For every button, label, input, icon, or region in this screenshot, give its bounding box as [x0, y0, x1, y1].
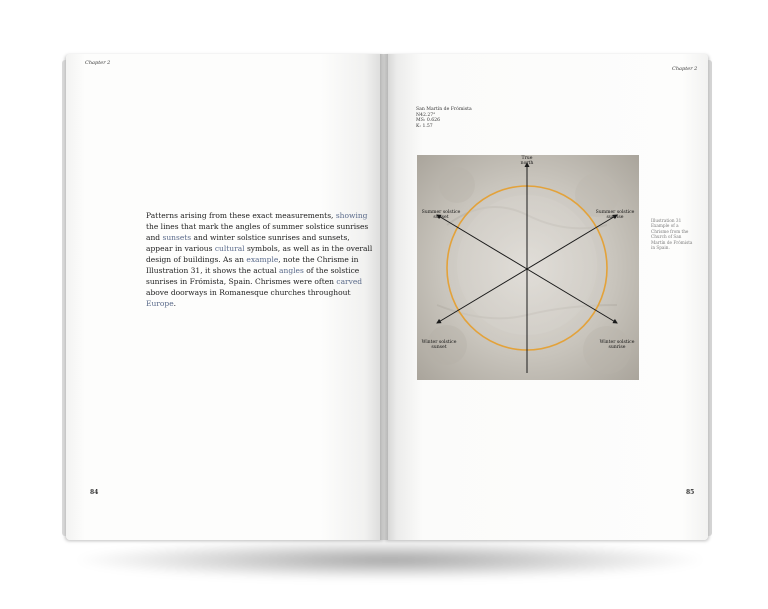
body-text-run: , note the Chrisme in Illustration 31, it shows the actual: [146, 255, 359, 275]
body-text-run: above doorways in Romanesque churches throughout: [146, 288, 351, 297]
place-name: San Martín de Frómista: [416, 107, 472, 112]
coordinates-block: [416, 107, 472, 129]
body-text-run: .: [173, 299, 177, 308]
highlighted-word: sunsets: [162, 233, 192, 242]
body-text-run: symbols, as well as in the overall design of buildings. As an: [146, 244, 373, 264]
summer-sunrise-label: Summer solstice sunrise: [595, 210, 635, 220]
winter-sunrise-label: Winter solstice sunrise: [599, 340, 635, 350]
book-spine: [380, 54, 388, 540]
ms-value: MS: 0.626: [416, 118, 441, 124]
book-shadow: [70, 540, 710, 580]
right-page-number: 85: [686, 489, 695, 496]
chrisme-figure-svg: [417, 155, 639, 380]
body-text-run: of the solstice sunrises in Frómista, Spain. Chrismes were often: [146, 266, 360, 286]
highlighted-word: Europe: [146, 299, 174, 308]
winter-sunset-label: Winter solstice sunset: [421, 340, 457, 350]
left-running-head: Chapter 2: [85, 60, 111, 66]
right-running-head: Chapter 2: [672, 66, 698, 72]
body-text-run: the lines that mark the angles of summer solstice sunrises and: [146, 222, 369, 242]
highlighted-word: carved: [336, 277, 363, 286]
highlighted-word: example: [246, 255, 279, 264]
north-label: True north: [520, 156, 534, 166]
body-text-run: and winter solstice sunrises and sunsets, appear in various: [146, 233, 350, 253]
body-text-run: Patterns arising from these exact measurements,: [146, 211, 336, 220]
chrisme-illustration: [417, 155, 639, 380]
left-page-number: 84: [90, 489, 99, 496]
k-value: K: 1.57: [416, 123, 433, 129]
summer-sunset-label: Summer solstice sunset: [421, 210, 461, 220]
latitude: N42.27°: [416, 112, 436, 118]
highlighted-word: showing: [335, 211, 368, 220]
body-paragraph: [146, 210, 376, 309]
illustration-caption: Illustration 31 Example of a Chrisme from the Church of San Martín de Frómista in Spain.: [651, 218, 693, 251]
highlighted-word: cultural: [214, 244, 245, 253]
highlighted-word: angles: [279, 266, 304, 275]
